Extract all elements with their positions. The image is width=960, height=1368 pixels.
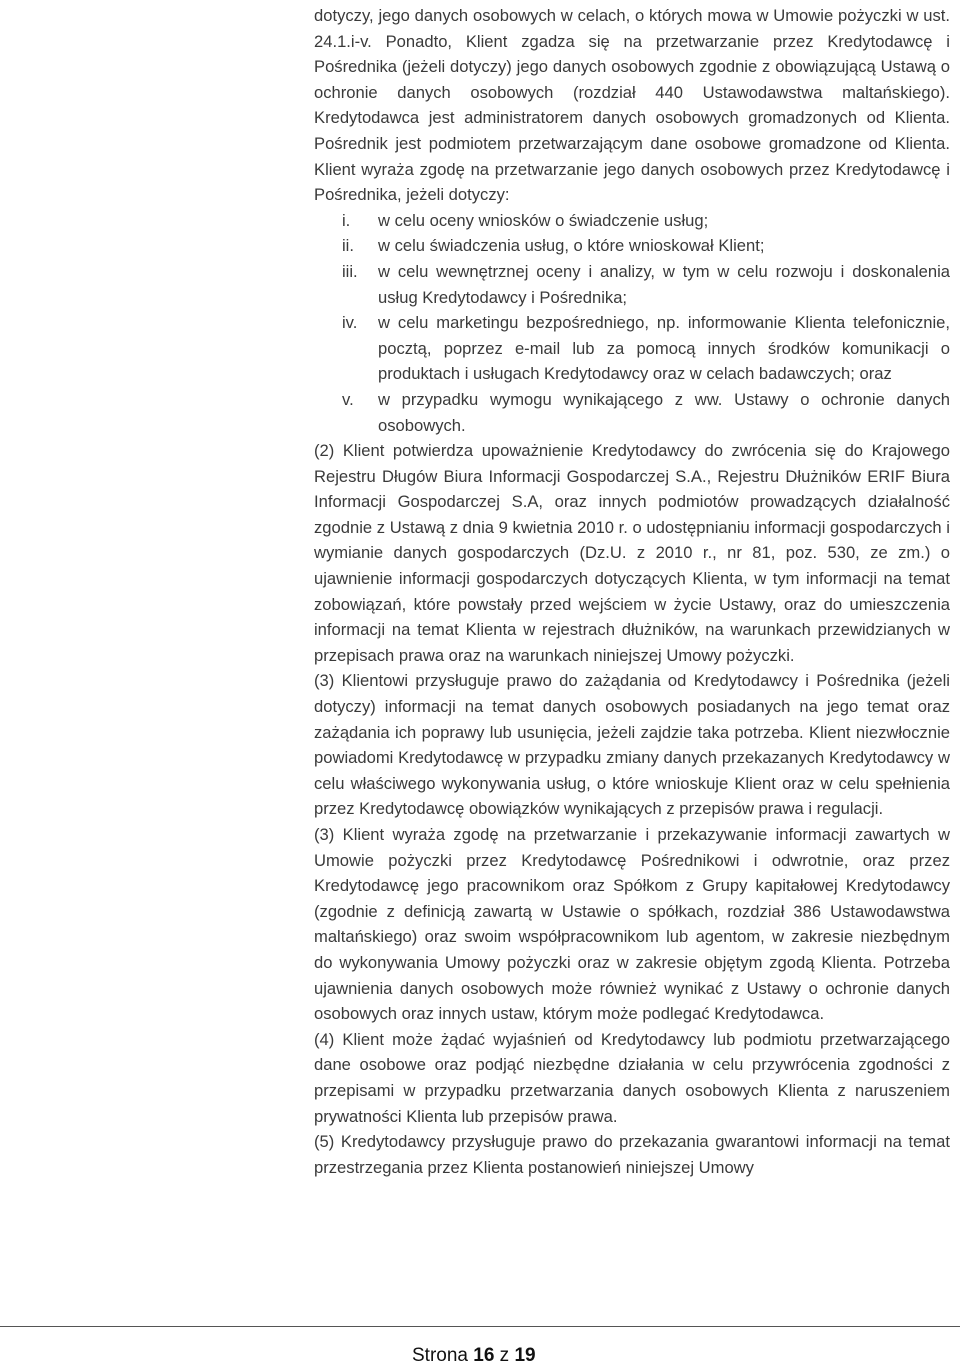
list-item-text: w przypadku wymogu wynikającego z ww. Ustawy o ochronie danych osobowych. [378, 389, 950, 435]
paragraph-5: (5) Kredytodawcy przysługuje prawo do przekazania gwarantowi informacji na temat przestrzegania przez Klienta postanowień niniejszej Umowy [314, 1132, 950, 1177]
footer-divider [0, 1326, 960, 1327]
list-item [314, 259, 950, 310]
list-item-text: w celu marketingu bezpośredniego, np. informowanie Klienta telefonicznie, pocztą, poprzez e-mail lub za pomocą innych środków komunikacji o produktach i usługach Kredytodawcy oraz w celach badawczych; oraz [378, 313, 950, 384]
list-item [314, 310, 950, 387]
list-item-number: iv. [342, 313, 358, 333]
document-body [314, 3, 950, 1180]
intro-paragraph: dotyczy, jego danych osobowych w celach, o których mowa w Umowie pożyczki w ust. 24.1.i-v. Ponadto, Klient zgadza się na przetwarzanie przez Kredytodawcę i Pośrednika (jeżeli dotyczy) jego danych osobowych zgodnie z obowiązującą Ustawą o ochronie danych osobowych (rozdział 440 Ustawodawstwa maltańskiego). Kredytodawca jest administratorem danych osobowych gromadzonych od Klienta. Pośrednik jest podmiotem przetwarzającym dane osobowe gromadzone od Klienta. Klient wyraża zgodę na przetwarzanie jego danych osobowych przez Kredytodawcę i Pośrednika, jeżeli dotyczy: [314, 6, 950, 205]
list-item [314, 208, 950, 234]
list-item-text: w celu wewnętrznej oceny i analizy, w tym w celu rozwoju i doskonalenia usług Kredytodawcy i Pośrednika; [378, 261, 950, 307]
page-number-footer [412, 1344, 536, 1368]
paragraph-3b: (3) Klient wyraża zgodę na przetwarzanie i przekazywanie informacji zawartych w Umowie pożyczki przez Kredytodawcę Pośrednikowi i odwrotnie, oraz przez Kredytodawcę jego pracownikom oraz Spółkom z Grupy kapitałowej Kredytodawcy (zgodnie z definicją zawartą w Ustawie o spółkach, rozdział 386 Ustawodawstwa maltańskiego) oraz swoim współpracownikom lub agentom, w zakresie niezbędnym do wykonywania Umowy pożyczki oraz w zakresie objętym zgodą Klienta. Potrzeba ujawnienia danych osobowych może również wynikać z Ustawy o ochronie danych osobowych oraz innych ustaw, którym może podlegać Kredytodawca. [314, 825, 950, 1024]
list-item-number: ii. [342, 236, 354, 256]
footer-separator: z [494, 1345, 515, 1366]
paragraph-3a: (3) Klientowi przysługuje prawo do zażądania od Kredytodawcy i Pośrednika (jeżeli dotyczy) informacji na temat danych osobowych posiadanych na jego temat oraz zażądania ich poprawy lub usunięcia, jeżeli zajdzie taka potrzeba. Klient niezwłocznie powiadomi Kredytodawcę w przypadku zmiany danych przekazanych Kredytodawcy w celu właściwego wykonywania usług, o które wnioskuje Klient oraz w celu spełnienia przez Kredytodawcę obowiązków wynikających z przepisów prawa i regulacji. [314, 671, 950, 819]
list-item-text: w celu oceny wniosków o świadczenie usług; [378, 210, 709, 230]
list-item-text: w celu świadczenia usług, o które wnioskował Klient; [378, 236, 765, 256]
list-item-number: v. [342, 389, 354, 409]
list-item [314, 387, 950, 438]
list-item [314, 233, 950, 259]
current-page-number: 16 [473, 1345, 495, 1366]
list-item-number: i. [342, 210, 351, 230]
purpose-list [314, 208, 950, 438]
total-page-count: 19 [514, 1345, 536, 1366]
paragraph-4: (4) Klient może żądać wyjaśnień od Kredytodawcy lub podmiotu przetwarzającego dane osobowe oraz podjąć niezbędne działania w celu przywrócenia zgodności z przepisami w przypadku przetwarzania danych osobowych Klienta z naruszeniem prywatności Klienta lub przepisów prawa. [314, 1029, 950, 1126]
paragraph-2: (2) Klient potwierdza upoważnienie Kredytodawcy do zwrócenia się do Krajowego Rejestru Długów Biura Informacji Gospodarczej S.A., Rejestru Dłużników ERIF Biura Informacji Gospodarczej S.A, oraz innych podmiotów prowadzących działalność zgodnie z Ustawą z dnia 9 kwietnia 2010 r. o udostępnianiu informacji gospodarczych i wymianie danych gospodarczych (Dz.U. z 2010 r., nr 81, poz. 530, ze zm.) o ujawnienie informacji gospodarczych dotyczących Klienta, w tym informacji na temat zobowiązań, które powstały przed wejściem w życie Ustawy, oraz do umieszczenia informacji na temat Klienta w rejestrach dłużników, na warunkach przewidzianych w przepisach prawa oraz na warunkach niniejszej Umowy pożyczki. [314, 441, 950, 665]
footer-prefix: Strona [412, 1345, 474, 1366]
list-item-number: iii. [342, 261, 358, 281]
